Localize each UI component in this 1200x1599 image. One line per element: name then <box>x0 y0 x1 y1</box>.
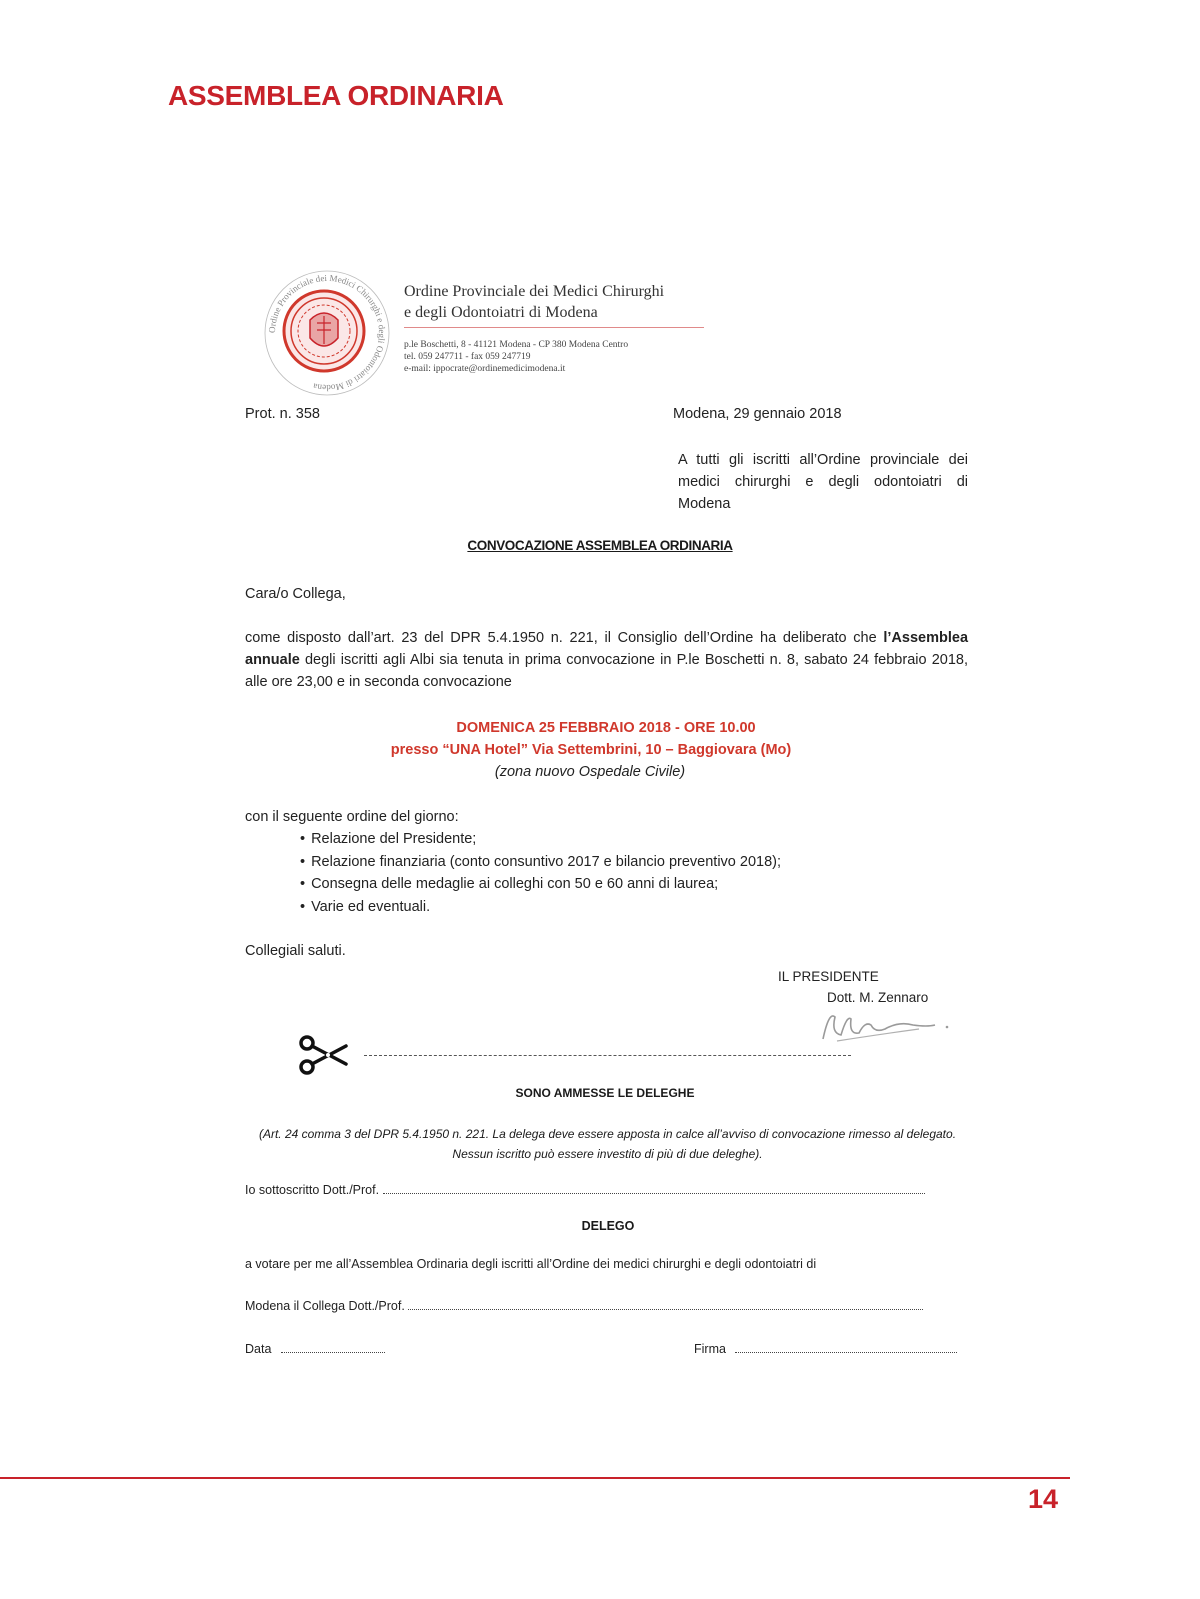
org-phone: tel. 059 247711 - fax 059 247719 <box>404 352 531 362</box>
event-date: DOMENICA 25 FEBBRAIO 2018 - ORE 10.00 <box>456 720 756 736</box>
org-email: e-mail: ippocrate@ordinemedicimodena.it <box>404 364 566 374</box>
org-name-line2: e degli Odontoiatri di Modena <box>404 304 598 321</box>
delego-heading: DELEGO <box>581 1219 635 1233</box>
letterhead-divider <box>404 327 704 328</box>
agenda-intro: con il seguente ordine del giorno: <box>245 809 459 825</box>
signature-field[interactable] <box>694 1340 957 1356</box>
president-signature <box>815 1005 955 1045</box>
bullet-icon: • <box>300 853 306 870</box>
letter-subject: CONVOCAZIONE ASSEMBLEA ORDINARIA <box>467 538 733 553</box>
proxy-legal-note: (Art. 24 comma 3 del DPR 5.4.1950 n. 221. La delega deve essere apposta in calce all’avviso di convocazione rimesso al delegato. Nessun iscritto può essere investito di più di due deleghe). <box>258 1127 957 1161</box>
colleague-dotted-line[interactable] <box>408 1297 923 1310</box>
bullet-icon: • <box>300 831 306 847</box>
agenda-item: • Relazione finanziaria (conto consuntivo 2017 e bilancio preventivo 2018); <box>300 853 782 870</box>
org-address: p.le Boschetti, 8 - 41121 Modena - CP 380 Modena Centro <box>404 340 629 350</box>
greeting: Cara/o Collega, <box>245 586 346 602</box>
agenda-list <box>300 828 781 918</box>
date-dotted-line[interactable] <box>281 1340 385 1353</box>
para-text-2: degli iscritti agli Albi sia tenuta in prima convocazione in P.le Boschetti n. 8, sabato 24 febbraio 2018, alle ore 23,00 e in seconda convocazione <box>245 652 968 690</box>
colleague-label: Modena il Collega Dott./Prof. <box>245 1299 405 1313</box>
bullet-icon: • <box>300 898 306 915</box>
page-number: 14 <box>1028 1484 1059 1514</box>
org-name-line1: Ordine Provinciale dei Medici Chirurghi <box>404 283 665 300</box>
footer-divider <box>0 1477 1070 1479</box>
signature-label: Firma <box>694 1342 726 1356</box>
event-location-note: (zona nuovo Ospedale Civile) <box>494 764 686 780</box>
recipient-block: A tutti gli iscritti all’Ordine provinciale dei medici chirurghi e degli odontoiatri di Modena <box>678 452 968 512</box>
president-title: IL PRESIDENTE <box>778 969 879 984</box>
president-name: Dott. M. Zennaro <box>827 990 929 1005</box>
agenda-item: • Varie ed eventuali. <box>300 898 431 915</box>
agenda-item: • Relazione del Presidente; <box>300 831 477 847</box>
organization-name <box>404 281 664 323</box>
para-bold-text: l’Assemblea annuale <box>245 630 969 668</box>
svg-text:Ordine Provinciale dei Medici: Ordine Provinciale dei Medici Chirurghi e degli Odontoiatri di Modena <box>266 272 388 394</box>
signature-dotted-line[interactable] <box>735 1340 957 1353</box>
para-text-1: come disposto dall’art. 23 del DPR 5.4.1950 n. 221, il Consiglio dell’Ordine ha deliberato che <box>245 630 877 646</box>
cut-dashed-line <box>364 1055 851 1056</box>
vote-delegation-text: a votare per me all’Assemblea Ordinaria degli iscritti all’Ordine dei medici chirurghi e degli odontoiatri di <box>245 1257 817 1271</box>
date-label: Data <box>245 1342 272 1356</box>
date-field[interactable] <box>245 1340 385 1356</box>
order-seal-logo <box>262 268 392 398</box>
page-title: ASSEMBLEA ORDINARIA <box>168 80 504 111</box>
undersigned-field[interactable] <box>245 1181 925 1197</box>
convocation-paragraph <box>245 627 968 693</box>
bullet-icon: • <box>300 876 306 892</box>
organization-contacts <box>404 339 628 375</box>
place-date: Modena, 29 gennaio 2018 <box>673 406 842 422</box>
scissors-icon <box>298 1034 348 1078</box>
protocol-number: Prot. n. 358 <box>245 406 320 422</box>
undersigned-label: Io sottoscritto Dott./Prof. <box>245 1183 380 1197</box>
colleague-field[interactable] <box>245 1297 923 1313</box>
agenda-item: • Consegna delle medaglie ai colleghi con 50 e 60 anni di laurea; <box>300 876 719 892</box>
proxy-section-title: SONO AMMESSE LE DELEGHE <box>515 1086 695 1100</box>
closing-salutation: Collegiali saluti. <box>245 943 346 959</box>
undersigned-dotted-line[interactable] <box>383 1181 925 1194</box>
event-location: presso “UNA Hotel” Via Settembrini, 10 – Baggiovara (Mo) <box>390 742 792 758</box>
